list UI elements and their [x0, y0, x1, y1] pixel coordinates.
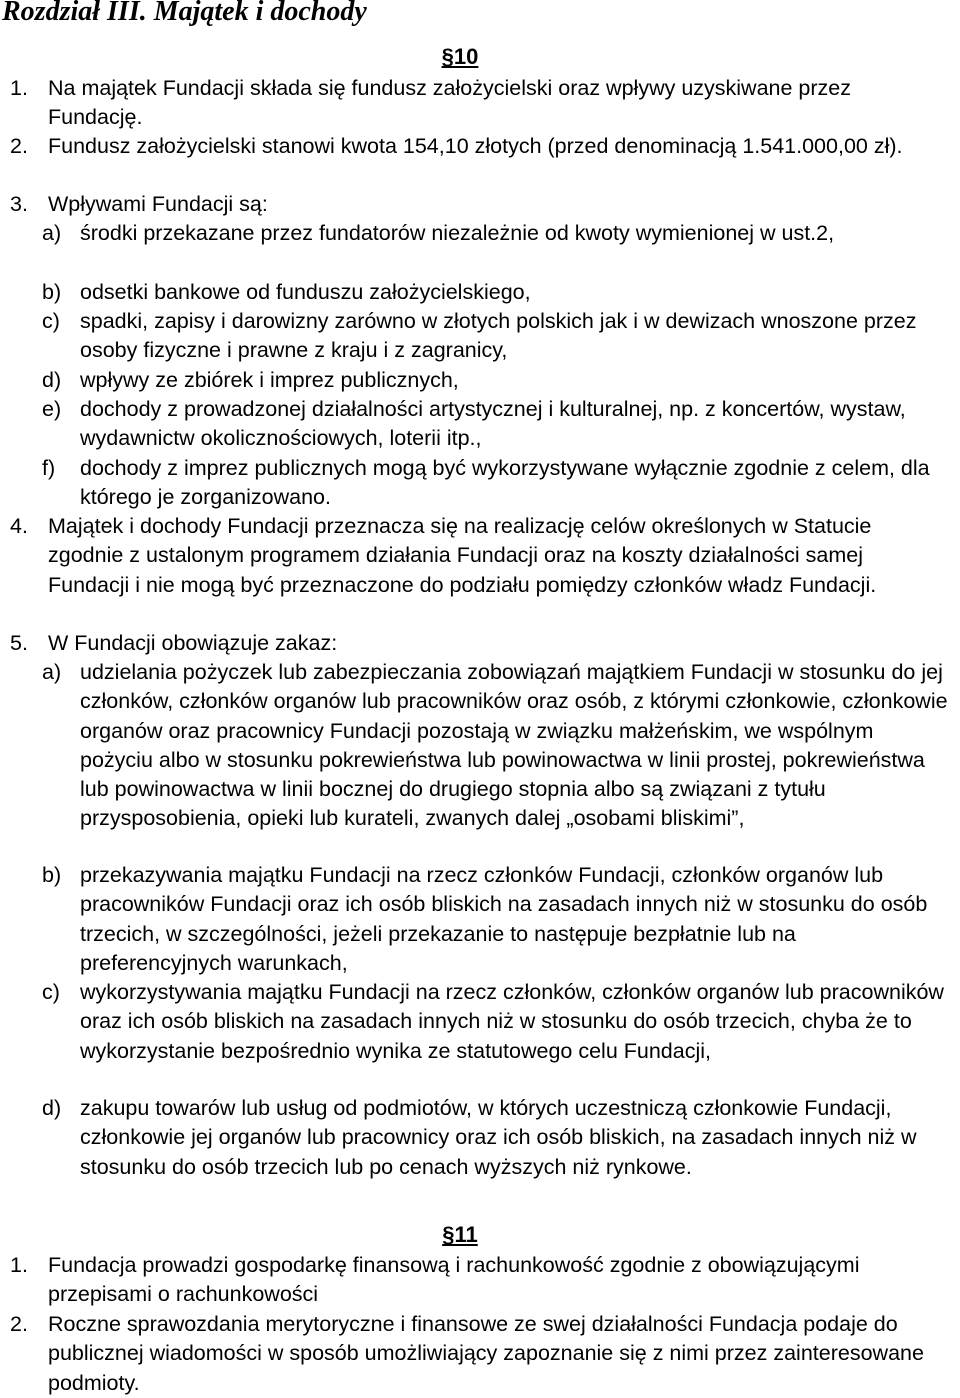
item-label: d): [42, 1096, 62, 1120]
list-item: [10, 978, 950, 1066]
list-item: [10, 454, 950, 513]
item-label: 3.: [10, 192, 28, 216]
list-item: [10, 132, 950, 161]
list-item: [10, 512, 950, 600]
item-label: 1.: [10, 1253, 28, 1277]
chapter-title: Rozdział III. Majątek i dochody: [2, 0, 367, 27]
item-text: zakupu towarów lub usług od podmiotów, w których uczestniczą członkowie Fundacji, członkowie jej organów lub pracownicy oraz ich osób bliskich, na zasadach innych niż w stosunku do osób trzecich lub po cenach wyższych niż rynkowe.: [80, 1096, 917, 1179]
item-text: Na majątek Fundacji składa się fundusz założycielski oraz wpływy uzyskiwane przez Fundację.: [48, 76, 851, 130]
item-text: przekazywania majątku Fundacji na rzecz członków Fundacji, członków organów lub pracowników Fundacji oraz ich osób bliskich na zasadach innych niż w stosunku do osób trzecich, w szczególności, jeżeli przekazanie to następuje bezpłatnie lub na preferencyjnych warunkach,: [80, 863, 928, 975]
item-text: W Fundacji obowiązuje zakaz:: [48, 631, 338, 655]
item-text: Fundacja prowadzi gospodarkę finansową i rachunkowość zgodnie z obowiązującymi przepisami o rachunkowości: [48, 1253, 860, 1307]
list-item: [10, 658, 950, 834]
list-item: [10, 278, 950, 307]
list-item: [10, 219, 950, 248]
section-sign: §: [441, 44, 454, 69]
section-10-title: [0, 44, 920, 70]
item-label: d): [42, 368, 62, 392]
item-label: b): [42, 863, 62, 887]
item-label: 2.: [10, 1312, 28, 1336]
item-label: e): [42, 397, 62, 421]
item-text: wykorzystywania majątku Fundacji na rzecz członków, członków organów lub pracowników oraz ich osób bliskich na zasadach innych niż w stosunku do osób trzecich, chyba że to wykorzystanie bezpośrednio wynika ze statutowego celu Fundacji,: [80, 980, 944, 1063]
item-text: dochody z imprez publicznych mogą być wykorzystywane wyłącznie zgodnie z celem, dla którego je zorganizowano.: [80, 456, 930, 510]
item-text: środki przekazane przez fundatorów niezależnie od kwoty wymienionej w ust.2,: [80, 221, 835, 245]
list-item: [10, 190, 950, 219]
item-label: f): [42, 456, 56, 480]
item-text: udzielania pożyczek lub zabezpieczania zobowiązań majątkiem Fundacji w stosunku do jej członków, członków organów lub pracowników oraz osób, z którymi członkowie, członkowie organów oraz pracownicy Fundacji pozostają w związku małżeńskim, we wspólnym pożyciu albo w stosunku pokrewieństwa lub powinowactwa w linii prostej, pokrewieństwa lub powinowactwa w linii bocznej do drugiego stopnia albo są związani z tytułu przysposobienia, opieki lub kurateli, zwanych dalej „osobami bliskimi”,: [80, 660, 948, 831]
item-label: 4.: [10, 514, 28, 538]
list-item: [10, 1251, 950, 1310]
item-text: Roczne sprawozdania merytoryczne i finansowe ze swej działalności Fundacja podaje do publicznej wiadomości w sposób umożliwiający zapoznanie się z nimi przez zainteresowane podmioty.: [48, 1312, 924, 1395]
list-item: [10, 395, 950, 454]
item-text: wpływy ze zbiórek i imprez publicznych,: [80, 368, 459, 392]
section-sign: §: [442, 1222, 455, 1247]
item-text: dochody z prowadzonej działalności artystycznej i kulturalnej, np. z koncertów, wystaw, wydawnictw okolicznościowych, loterii itp.,: [80, 397, 906, 451]
item-text: spadki, zapisy i darowizny zarówno w złotych polskich jak i w dewizach wnoszone przez osoby fizyczne i prawne z kraju i z zagranicy,: [80, 309, 917, 363]
item-label: a): [42, 660, 62, 684]
list-item: [10, 629, 950, 658]
item-text: Wpływami Fundacji są:: [48, 192, 268, 216]
list-item: [10, 1094, 950, 1182]
item-label: a): [42, 221, 62, 245]
section-11-title: [0, 1222, 920, 1248]
list-item: [10, 307, 950, 366]
list-item: [10, 366, 950, 395]
list-item: [10, 74, 950, 133]
item-text: odsetki bankowe od funduszu założycielskiego,: [80, 280, 531, 304]
item-label: c): [42, 309, 60, 333]
item-text: Majątek i dochody Fundacji przeznacza się na realizację celów określonych w Statucie zgodnie z ustalonym programem działania Fundacji oraz na koszty działalności samej Fundacji i nie mogą być przeznaczone do podziału pomiędzy członków władz Fundacji.: [48, 514, 877, 597]
list-item: [10, 861, 950, 978]
list-item: [10, 1310, 950, 1398]
section-number: 11: [454, 1222, 478, 1247]
item-label: 2.: [10, 134, 28, 158]
item-label: 1.: [10, 76, 28, 100]
item-text: Fundusz założycielski stanowi kwota 154,10 złotych (przed denominacją 1.541.000,00 zł).: [48, 134, 903, 158]
item-label: 5.: [10, 631, 28, 655]
item-label: b): [42, 280, 62, 304]
section-number: 10: [453, 44, 479, 69]
item-label: c): [42, 980, 60, 1004]
